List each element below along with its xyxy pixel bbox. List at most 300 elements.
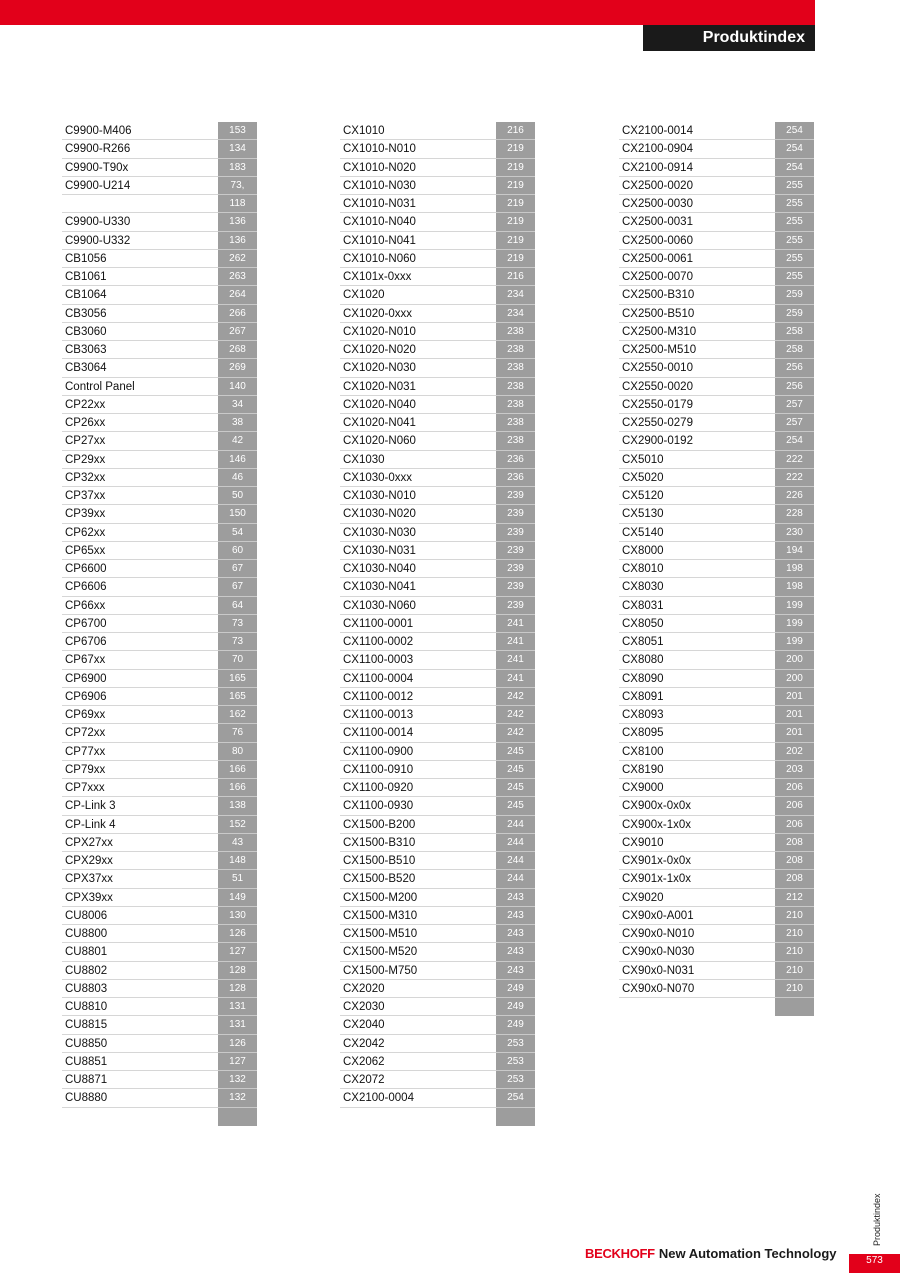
page-reference[interactable]: 165 xyxy=(218,688,257,706)
index-entry xyxy=(340,305,535,323)
page-reference[interactable]: 243 xyxy=(496,943,535,961)
index-entry xyxy=(62,414,257,432)
index-entry xyxy=(340,1089,535,1107)
product-name: CX2020 xyxy=(340,980,496,998)
page-reference[interactable]: 239 xyxy=(496,505,535,523)
page-reference[interactable]: 243 xyxy=(496,907,535,925)
page-reference[interactable]: 210 xyxy=(775,980,814,998)
product-name: CX5140 xyxy=(619,524,775,542)
index-entry xyxy=(340,852,535,870)
page-reference[interactable]: 210 xyxy=(775,907,814,925)
page-reference[interactable]: 256 xyxy=(775,359,814,377)
index-entry xyxy=(340,1071,535,1089)
index-entry xyxy=(619,396,814,414)
product-name: CU8803 xyxy=(62,980,218,998)
page-reference[interactable]: 239 xyxy=(496,524,535,542)
product-name: CP7xxx xyxy=(62,779,218,797)
page-reference[interactable]: 201 xyxy=(775,706,814,724)
product-name: CX1500-M750 xyxy=(340,962,496,980)
page-reference[interactable]: 136 xyxy=(218,232,257,250)
page-reference[interactable]: 222 xyxy=(775,469,814,487)
product-name: CPX29xx xyxy=(62,852,218,870)
page-reference[interactable]: 132 xyxy=(218,1089,257,1107)
page-reference[interactable]: 208 xyxy=(775,834,814,852)
page-reference[interactable]: 132 xyxy=(218,1071,257,1089)
page-reference[interactable]: 60 xyxy=(218,542,257,560)
page-reference[interactable]: 206 xyxy=(775,816,814,834)
page-reference[interactable]: 262 xyxy=(218,250,257,268)
index-entry xyxy=(340,943,535,961)
index-entry xyxy=(619,925,814,943)
product-name: CPX39xx xyxy=(62,889,218,907)
product-name: CX2040 xyxy=(340,1016,496,1034)
page-reference[interactable]: 199 xyxy=(775,633,814,651)
product-name: CX5010 xyxy=(619,451,775,469)
page-reference[interactable]: 245 xyxy=(496,797,535,815)
index-entry xyxy=(62,1016,257,1034)
page-reference[interactable]: 234 xyxy=(496,305,535,323)
page-reference[interactable]: 153 xyxy=(218,122,257,140)
page-reference[interactable]: 244 xyxy=(496,816,535,834)
product-name: CX1100-0900 xyxy=(340,743,496,761)
product-name: CX2100-0904 xyxy=(619,140,775,158)
page-reference[interactable]: 183 xyxy=(218,159,257,177)
product-name: CB1056 xyxy=(62,250,218,268)
page-reference[interactable]: 254 xyxy=(775,159,814,177)
page-reference[interactable]: 244 xyxy=(496,870,535,888)
page-reference[interactable]: 54 xyxy=(218,524,257,542)
product-name: CP6606 xyxy=(62,578,218,596)
page-reference[interactable]: 249 xyxy=(496,980,535,998)
product-name: CP-Link 4 xyxy=(62,816,218,834)
page-reference[interactable]: 241 xyxy=(496,633,535,651)
page-reference[interactable]: 73 xyxy=(218,633,257,651)
page-reference[interactable]: 255 xyxy=(775,250,814,268)
page-reference[interactable]: 245 xyxy=(496,779,535,797)
page-reference[interactable]: 148 xyxy=(218,852,257,870)
page-reference[interactable]: 241 xyxy=(496,651,535,669)
index-entry xyxy=(619,213,814,231)
page-reference[interactable]: 130 xyxy=(218,907,257,925)
page-reference[interactable]: 64 xyxy=(218,597,257,615)
page-reference[interactable]: 166 xyxy=(218,779,257,797)
product-name: CX1030-N040 xyxy=(340,560,496,578)
page-reference[interactable]: 219 xyxy=(496,232,535,250)
index-entry xyxy=(340,542,535,560)
index-entry xyxy=(619,816,814,834)
product-name: CX2500-0020 xyxy=(619,177,775,195)
page-reference[interactable]: 67 xyxy=(218,578,257,596)
page-reference[interactable]: 127 xyxy=(218,943,257,961)
page-reference[interactable]: 238 xyxy=(496,323,535,341)
index-entry xyxy=(62,907,257,925)
page-reference[interactable]: 269 xyxy=(218,359,257,377)
product-name: CPX27xx xyxy=(62,834,218,852)
page-reference[interactable]: 219 xyxy=(496,159,535,177)
product-name: CX9020 xyxy=(619,889,775,907)
page-reference[interactable]: 194 xyxy=(775,542,814,560)
index-entry xyxy=(619,323,814,341)
page-reference[interactable]: 50 xyxy=(218,487,257,505)
page-reference[interactable]: 238 xyxy=(496,432,535,450)
product-name xyxy=(62,195,218,213)
page-reference[interactable]: 201 xyxy=(775,688,814,706)
product-name: CX1100-0002 xyxy=(340,633,496,651)
page-reference[interactable]: 242 xyxy=(496,706,535,724)
page-reference[interactable]: 118 xyxy=(218,195,257,213)
product-name: CX1100-0013 xyxy=(340,706,496,724)
product-name: CX2100-0004 xyxy=(340,1089,496,1107)
product-name: CX1010-N010 xyxy=(340,140,496,158)
index-entry xyxy=(340,268,535,286)
index-entry xyxy=(62,943,257,961)
page-reference[interactable]: 70 xyxy=(218,651,257,669)
page-reference[interactable]: 255 xyxy=(775,213,814,231)
index-entry xyxy=(619,159,814,177)
page-reference[interactable]: 238 xyxy=(496,359,535,377)
page-reference[interactable]: 150 xyxy=(218,505,257,523)
page-reference[interactable]: 140 xyxy=(218,378,257,396)
page-reference[interactable]: 198 xyxy=(775,560,814,578)
product-name: CX8093 xyxy=(619,706,775,724)
product-name: CB3063 xyxy=(62,341,218,359)
page-reference[interactable]: 126 xyxy=(218,925,257,943)
product-name: CX90x0-N031 xyxy=(619,962,775,980)
page-reference[interactable]: 222 xyxy=(775,451,814,469)
index-entry xyxy=(340,195,535,213)
page-reference[interactable]: 241 xyxy=(496,670,535,688)
page-reference[interactable]: 253 xyxy=(496,1053,535,1071)
page-reference[interactable]: 236 xyxy=(496,469,535,487)
page-reference[interactable]: 80 xyxy=(218,743,257,761)
page-reference[interactable]: 212 xyxy=(775,889,814,907)
index-entry xyxy=(340,213,535,231)
index-entry xyxy=(62,195,257,213)
product-name: CX1030-N031 xyxy=(340,542,496,560)
product-name: CPX37xx xyxy=(62,870,218,888)
index-entry xyxy=(619,432,814,450)
page-reference[interactable]: 76 xyxy=(218,724,257,742)
page-reference[interactable]: 255 xyxy=(775,232,814,250)
page-reference[interactable]: 42 xyxy=(218,432,257,450)
page-reference[interactable]: 267 xyxy=(218,323,257,341)
product-name: CX8051 xyxy=(619,633,775,651)
page-reference[interactable]: 146 xyxy=(218,451,257,469)
page-reference[interactable]: 239 xyxy=(496,542,535,560)
product-name: CX5130 xyxy=(619,505,775,523)
index-entry xyxy=(619,943,814,961)
index-entry xyxy=(619,177,814,195)
index-entry xyxy=(62,268,257,286)
page-reference[interactable]: 253 xyxy=(496,1071,535,1089)
page-reference[interactable]: 245 xyxy=(496,743,535,761)
page-reference[interactable]: 242 xyxy=(496,724,535,742)
page-reference[interactable]: 203 xyxy=(775,761,814,779)
page-reference[interactable]: 126 xyxy=(218,1035,257,1053)
product-name: CX2550-0179 xyxy=(619,396,775,414)
index-entry xyxy=(62,341,257,359)
page-reference[interactable]: 51 xyxy=(218,870,257,888)
page-reference[interactable]: 166 xyxy=(218,761,257,779)
index-entry xyxy=(619,615,814,633)
page-reference[interactable]: 131 xyxy=(218,998,257,1016)
index-entry xyxy=(340,980,535,998)
index-entry xyxy=(340,1016,535,1034)
page-reference[interactable]: 200 xyxy=(775,651,814,669)
page-reference[interactable]: 243 xyxy=(496,925,535,943)
page-reference[interactable]: 241 xyxy=(496,615,535,633)
product-name: CX8031 xyxy=(619,597,775,615)
product-name: CU8871 xyxy=(62,1071,218,1089)
page-reference[interactable]: 242 xyxy=(496,688,535,706)
index-entry xyxy=(340,724,535,742)
product-name: Control Panel xyxy=(62,378,218,396)
product-name: CX2030 xyxy=(340,998,496,1016)
index-entry xyxy=(340,907,535,925)
page-reference[interactable]: 219 xyxy=(496,250,535,268)
product-name: CX900x-0x0x xyxy=(619,797,775,815)
product-name: CX1010 xyxy=(340,122,496,140)
page-reference[interactable]: 257 xyxy=(775,396,814,414)
page-reference[interactable]: 210 xyxy=(775,962,814,980)
product-name: CX8000 xyxy=(619,542,775,560)
product-name: CX8080 xyxy=(619,651,775,669)
index-entry xyxy=(340,323,535,341)
page-reference[interactable]: 239 xyxy=(496,578,535,596)
product-name: CU8880 xyxy=(62,1089,218,1107)
product-name: CX90x0-N030 xyxy=(619,943,775,961)
page-reference[interactable]: 268 xyxy=(218,341,257,359)
page-reference[interactable]: 236 xyxy=(496,451,535,469)
product-name: CU8802 xyxy=(62,962,218,980)
page-reference[interactable]: 253 xyxy=(496,1035,535,1053)
index-entry xyxy=(62,1071,257,1089)
page-reference[interactable]: 199 xyxy=(775,615,814,633)
page-reference[interactable]: 258 xyxy=(775,341,814,359)
page-reference[interactable]: 228 xyxy=(775,505,814,523)
product-name: CX1100-0930 xyxy=(340,797,496,815)
page-reference[interactable]: 256 xyxy=(775,378,814,396)
product-name: CX8190 xyxy=(619,761,775,779)
page-reference[interactable]: 249 xyxy=(496,998,535,1016)
product-name: CX1500-M310 xyxy=(340,907,496,925)
page-reference[interactable]: 128 xyxy=(218,980,257,998)
page-reference[interactable]: 198 xyxy=(775,578,814,596)
brand-logo: BECKHOFF xyxy=(585,1246,655,1261)
page-reference[interactable]: 254 xyxy=(775,140,814,158)
page-reference[interactable]: 244 xyxy=(496,834,535,852)
page-reference[interactable]: 259 xyxy=(775,305,814,323)
page-reference[interactable]: 263 xyxy=(218,268,257,286)
index-entry xyxy=(340,615,535,633)
product-name: CX90x0-N010 xyxy=(619,925,775,943)
index-entry xyxy=(619,268,814,286)
product-name: CP77xx xyxy=(62,743,218,761)
index-entry xyxy=(619,670,814,688)
index-entry xyxy=(619,250,814,268)
index-entry xyxy=(340,378,535,396)
index-entry xyxy=(340,761,535,779)
product-name: CX8090 xyxy=(619,670,775,688)
page-reference[interactable]: 46 xyxy=(218,469,257,487)
product-name: CX2500-M310 xyxy=(619,323,775,341)
page-reference[interactable]: 67 xyxy=(218,560,257,578)
index-entry xyxy=(619,359,814,377)
page-reference[interactable]: 199 xyxy=(775,597,814,615)
index-entry xyxy=(619,706,814,724)
page-reference[interactable]: 73, xyxy=(218,177,257,195)
index-entry xyxy=(340,1035,535,1053)
page-reference[interactable]: 249 xyxy=(496,1016,535,1034)
product-name: CX1020-N060 xyxy=(340,432,496,450)
page-reference[interactable]: 257 xyxy=(775,414,814,432)
page-reference[interactable]: 219 xyxy=(496,177,535,195)
page-reference[interactable]: 255 xyxy=(775,177,814,195)
page-reference[interactable]: 138 xyxy=(218,797,257,815)
index-entry xyxy=(619,414,814,432)
index-entry xyxy=(62,286,257,304)
index-entry xyxy=(62,432,257,450)
index-entry xyxy=(340,560,535,578)
index-entry xyxy=(340,743,535,761)
product-name: CX2500-0061 xyxy=(619,250,775,268)
page-reference[interactable]: 259 xyxy=(775,286,814,304)
page-reference[interactable]: 219 xyxy=(496,195,535,213)
page-reference[interactable]: 43 xyxy=(218,834,257,852)
product-name: CX1020-N031 xyxy=(340,378,496,396)
page-reference[interactable]: 243 xyxy=(496,889,535,907)
index-entry xyxy=(340,250,535,268)
product-name: CP62xx xyxy=(62,524,218,542)
product-name: CU8006 xyxy=(62,907,218,925)
page-reference[interactable]: 210 xyxy=(775,943,814,961)
index-entry xyxy=(619,852,814,870)
page-reference[interactable]: 208 xyxy=(775,852,814,870)
index-entry xyxy=(619,341,814,359)
product-name: CX2062 xyxy=(340,1053,496,1071)
product-name: CP66xx xyxy=(62,597,218,615)
index-entry xyxy=(619,779,814,797)
page-reference[interactable]: 258 xyxy=(775,323,814,341)
product-name: CP6700 xyxy=(62,615,218,633)
product-name: CP6706 xyxy=(62,633,218,651)
page-reference[interactable]: 152 xyxy=(218,816,257,834)
page-reference[interactable]: 266 xyxy=(218,305,257,323)
page-reference[interactable]: 208 xyxy=(775,870,814,888)
index-entry xyxy=(62,469,257,487)
page-reference[interactable]: 254 xyxy=(775,122,814,140)
index-entry xyxy=(62,797,257,815)
product-name: CX1020-N040 xyxy=(340,396,496,414)
page-reference[interactable]: 254 xyxy=(775,432,814,450)
product-name: CP6600 xyxy=(62,560,218,578)
page-reference[interactable]: 255 xyxy=(775,268,814,286)
page-reference[interactable]: 219 xyxy=(496,213,535,231)
page-reference[interactable]: 238 xyxy=(496,341,535,359)
index-entry xyxy=(62,396,257,414)
index-entry xyxy=(340,998,535,1016)
index-entry xyxy=(340,505,535,523)
page-reference[interactable]: 243 xyxy=(496,962,535,980)
page-reference[interactable]: 73 xyxy=(218,615,257,633)
page-reference[interactable]: 200 xyxy=(775,670,814,688)
index-entry xyxy=(62,140,257,158)
page-reference[interactable]: 264 xyxy=(218,286,257,304)
product-name: CX1500-M520 xyxy=(340,943,496,961)
product-name: C9900-U332 xyxy=(62,232,218,250)
product-name: CB1064 xyxy=(62,286,218,304)
page-reference[interactable]: 131 xyxy=(218,1016,257,1034)
product-name: CX900x-1x0x xyxy=(619,816,775,834)
page-reference[interactable]: 34 xyxy=(218,396,257,414)
page-reference[interactable]: 234 xyxy=(496,286,535,304)
index-entry xyxy=(340,670,535,688)
page-reference[interactable]: 238 xyxy=(496,378,535,396)
page-reference[interactable]: 202 xyxy=(775,743,814,761)
page-reference[interactable]: 162 xyxy=(218,706,257,724)
index-entry xyxy=(62,597,257,615)
index-entry xyxy=(340,597,535,615)
page-reference[interactable]: 219 xyxy=(496,140,535,158)
index-entry xyxy=(340,122,535,140)
page-reference[interactable]: 149 xyxy=(218,889,257,907)
page-reference[interactable]: 244 xyxy=(496,852,535,870)
product-name: CX2500-M510 xyxy=(619,341,775,359)
product-name: CX1500-B200 xyxy=(340,816,496,834)
page-reference[interactable]: 239 xyxy=(496,560,535,578)
product-name: CX2500-0070 xyxy=(619,268,775,286)
page-reference[interactable]: 206 xyxy=(775,797,814,815)
index-entry xyxy=(619,195,814,213)
page-reference[interactable]: 134 xyxy=(218,140,257,158)
page-reference[interactable]: 239 xyxy=(496,487,535,505)
page-reference[interactable]: 238 xyxy=(496,414,535,432)
page-reference[interactable]: 165 xyxy=(218,670,257,688)
page-reference[interactable]: 254 xyxy=(496,1089,535,1107)
product-name: CX1100-0012 xyxy=(340,688,496,706)
index-entry xyxy=(340,140,535,158)
page-reference[interactable]: 230 xyxy=(775,524,814,542)
product-name: CX2500-B310 xyxy=(619,286,775,304)
index-entry xyxy=(619,889,814,907)
page-reference[interactable]: 216 xyxy=(496,268,535,286)
product-name: CX1010-N040 xyxy=(340,213,496,231)
page-reference[interactable]: 206 xyxy=(775,779,814,797)
page-reference[interactable]: 245 xyxy=(496,761,535,779)
page-number: 573 xyxy=(849,1254,900,1273)
product-name: C9900-U214 xyxy=(62,177,218,195)
index-entry xyxy=(340,432,535,450)
index-entry xyxy=(62,451,257,469)
page-reference[interactable]: 210 xyxy=(775,925,814,943)
page-reference[interactable]: 136 xyxy=(218,213,257,231)
index-entry xyxy=(340,359,535,377)
page-reference[interactable]: 128 xyxy=(218,962,257,980)
product-name: CX2500-0031 xyxy=(619,213,775,231)
product-name: CP22xx xyxy=(62,396,218,414)
page-reference[interactable]: 201 xyxy=(775,724,814,742)
index-entry xyxy=(619,597,814,615)
page-reference[interactable]: 38 xyxy=(218,414,257,432)
page-reference[interactable]: 239 xyxy=(496,597,535,615)
index-entry xyxy=(340,688,535,706)
page-reference[interactable]: 226 xyxy=(775,487,814,505)
index-entry xyxy=(62,542,257,560)
page-reference[interactable]: 238 xyxy=(496,396,535,414)
page-reference[interactable]: 216 xyxy=(496,122,535,140)
page-reference[interactable]: 127 xyxy=(218,1053,257,1071)
page-reference[interactable]: 255 xyxy=(775,195,814,213)
